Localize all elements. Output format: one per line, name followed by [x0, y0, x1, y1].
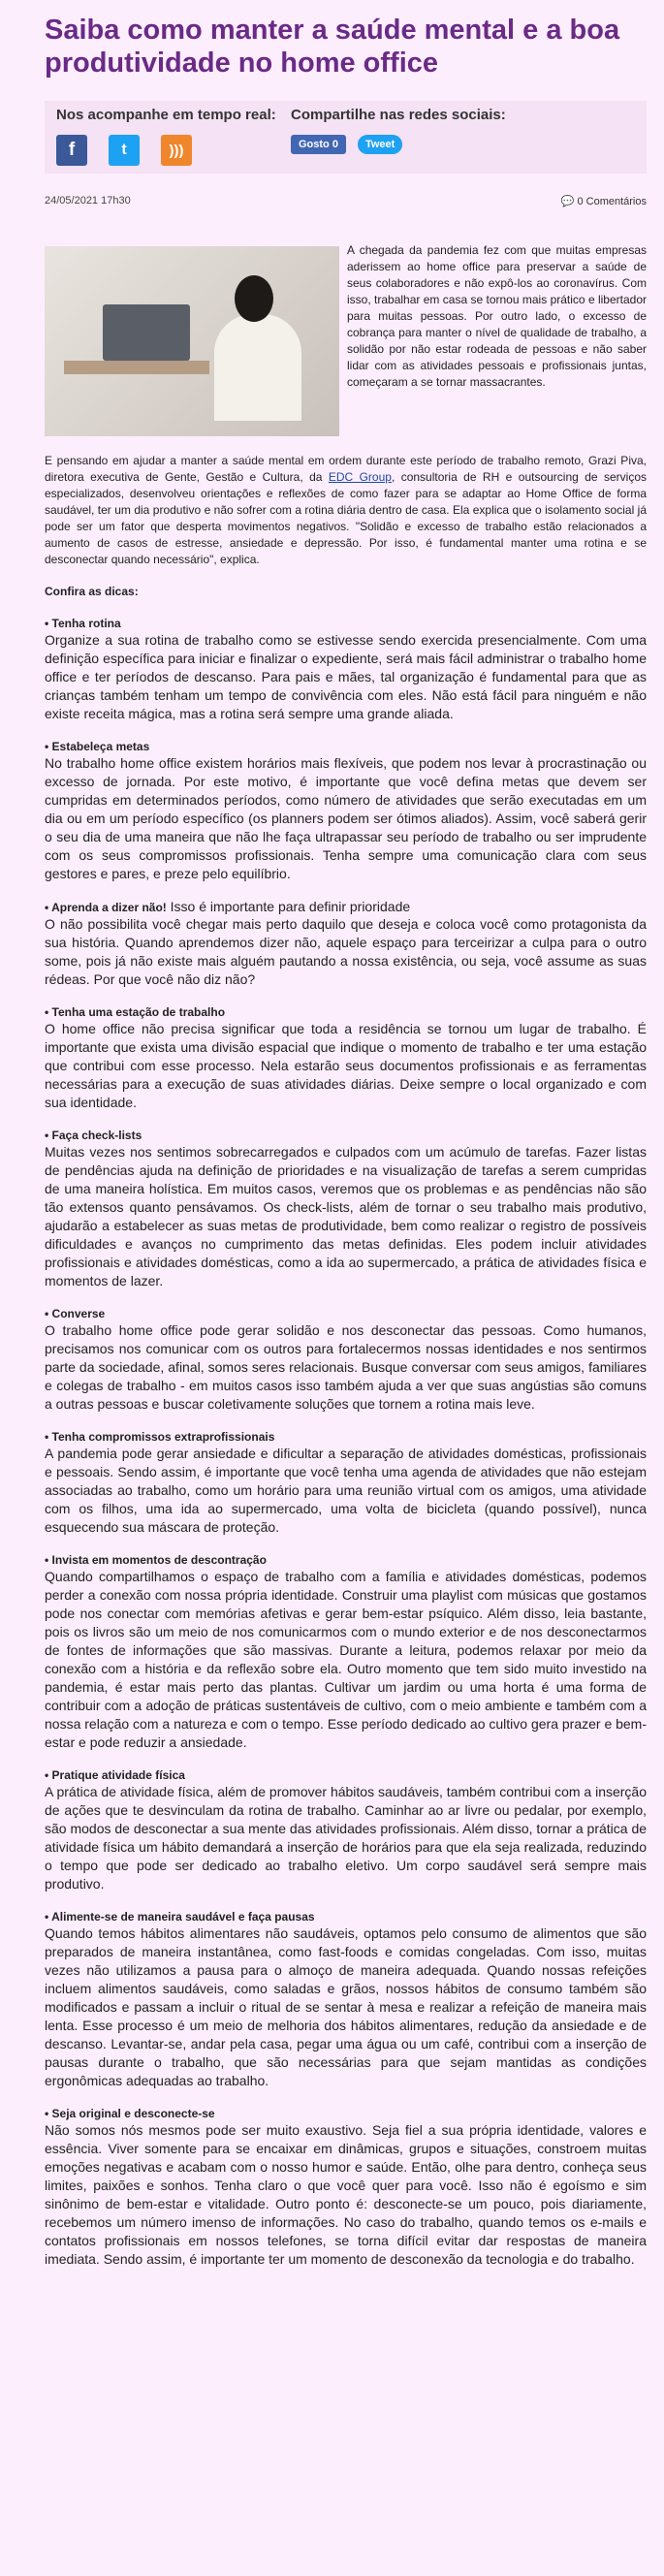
tip-title: [45, 740, 647, 754]
edc-group-link[interactable]: EDC Group: [328, 470, 392, 484]
tip-body: A pandemia pode gerar ansiedade e dificultar a separação de atividades domésticas, profissionais e pessoais. Sendo assim, é importante que você tenha uma agenda de atividades que não estejam associadas ao trabalho, como um horário para uma reunião virtual com os amigos, uma atividade com os filhos, uma ida ao supermercado, uma volta de bicicleta (quando possível), nunca esquecendo sua máscara de proteção.: [45, 1446, 647, 1535]
tip-item: [45, 2107, 647, 2269]
tip-body: Muitas vezes nos sentimos sobrecarregados e culpados com um acúmulo de tarefas. Fazer listas de pendências ajuda na definição de prioridades e na visualização de tarefas a serem cumpridas de uma maneira holística. Em muitos casos, veremos que os problemas e as pendências não são tão extensos quanto pensávamos. Os check-lists, além de tornar o seu trabalho mais produtivo, ajudarão a estabelecer as suas metas de produtividade, bem como realizar o registro de possíveis dificuldades e avanços no cumprimento das metas definidas. Eles podem incluir atividades profissionais e atividades domésticas, como a ida ao supermercado, a prática de atividades física e momentos de lazer.: [45, 1144, 647, 1288]
tweet-button[interactable]: Tweet: [358, 135, 402, 154]
tip-title-text: • Estabeleça metas: [45, 740, 150, 753]
tips-heading: Confira as dicas:: [45, 585, 139, 598]
share-section: [291, 107, 506, 166]
tip-body: Não somos nós mesmos pode ser muito exaustivo. Seja fiel a sua própria identidade, valores e essência. Viver somente para se encaixar em dinâmicas, grupos e situações, constroem muitas emoções negativas e acabam com o nosso humor e saúde. Então, olhe para dentro, conheça seus limites, paixões e sonhos. Tenha claro o que você quer para você. Isso não é egoísmo e sim sinônimo de bem-estar e vitalidade. Outro ponto é: desconecte-se um pouco, pois diariamente, recebemos um número imenso de informações. No caso do trabalho, quando temos os e-mails e contatos profissionais em nossos telefones, se torna difícil evitar dar respostas de maneira imediata. Sendo assim, é importante ter um momento de desconexão da tecnologia e do trabalho.: [45, 2122, 647, 2267]
tip-item: [45, 1768, 647, 1893]
tip-title-text: • Tenha uma estação de trabalho: [45, 1005, 226, 1019]
facebook-like-button[interactable]: Gosto 0: [291, 135, 346, 154]
tip-body: O não possibilita você chegar mais perto daquilo que deseja e coloca você como protagonista da sua história. Quando aprendemos dizer não, aquele espaço para terceirizar a culpa para o outro some, pois já não existe mais alguém pautando a nossa existência, ou seja, você assume as suas rédeas. Por que você não diz não?: [45, 916, 647, 987]
tip-title: [45, 617, 647, 631]
tip-title-text: • Invista em momentos de descontração: [45, 1553, 267, 1567]
tip-item: [45, 900, 647, 989]
article-photo: [45, 246, 339, 436]
tip-title-text: • Faça check-lists: [45, 1129, 142, 1142]
article-date: 24/05/2021 17h30: [45, 195, 131, 207]
tip-title-text: • Pratique atividade física: [45, 1768, 185, 1782]
tip-title: [45, 1768, 647, 1783]
tip-title: [45, 1005, 647, 1020]
comments-count: 0 Comentários: [577, 196, 647, 207]
tips-list: [45, 617, 647, 2269]
article-intro: [45, 243, 647, 436]
tip-title: [45, 1307, 647, 1321]
comments-link[interactable]: [561, 195, 647, 207]
tip-body: Organize a sua rotina de trabalho como se estivesse sendo exercida presencialmente. Com uma definição específica para iniciar e finalizar o expediente, será mais fácil administrar o trabalho home office e ter períodos de descanso. Para pais e mães, tal organização é fundamental para que as crianças também tenham um tempo de convivência com eles. Não está fácil para ninguém e não existe receita mágica, mas a rotina será sempre uma grande aliada.: [45, 632, 647, 721]
tip-body: A prática de atividade física, além de promover hábitos saudáveis, também contribui com a inserção de ações que te desvinculam da rotina de trabalho. Caminhar ao ar livre ou pedalar, por exemplo, são modos de desconectar a sua mente das atividades profissionais. Além disso, tornar a prática de atividade física um hábito demandará a inserção de horários para que ela seja realizada, reduzindo o tempo que pode ser dedicado ao trabalho eletivo. Um corpo saudável será sempre mais produtivo.: [45, 1784, 648, 1892]
tip-title-text: • Seja original e desconecte-se: [45, 2107, 215, 2120]
tip-item: [45, 1307, 647, 1414]
tip-item: [45, 1129, 647, 1290]
comment-icon: 💬: [560, 196, 575, 207]
tip-body: Quando compartilhamos o espaço de trabalho com a família e atividades domésticas, podemos perder a conexão com nossa própria identidade. Construir uma playlist com músicas que gostamos pode nos conectar com memórias afetivas e gerar bem-estar psíquico. Além disso, leia bastante, pois os livros são um meio de nos comunicarmos com o mundo exterior e de nos desconectarmos de fontes de informações que são massivas. Durante a leitura, podemos relaxar por meio da conexão com a história e da reflexão sobre ela. Outro momento que tem sido muito investido na pandemia, é estar mais perto das plantas. Cultivar um jardim ou uma horta é uma forma de contribuir com a adoção de práticas sustentáveis de cultivo, com o meio ambiente e também com a nossa relação com a natureza e com o tempo. Esse período dedicado ao cultivo gera prazer e bem-estar e pode reduzir a ansiedade.: [45, 1569, 648, 1750]
tip-item: [45, 1005, 647, 1112]
tip-item: [45, 1910, 647, 2090]
tip-title-text: • Converse: [45, 1307, 106, 1320]
tip-item: [45, 617, 647, 723]
p2-before: E pensando em ajudar a manter a saúde mental em ordem durante este período de trabalho remoto, Grazi Piva, diretora executiva de Gente, Gestão e Cultura, da: [45, 454, 647, 484]
tip-body: O home office não precisa significar que toda a residência se tornou um lugar de trabalho. É importante que exista uma divisão espacial que indique o momento de trabalho e ter uma estação que contribui com esse processo. Nela estarão seus documentos profissionais e as ferramentas necessárias para a execução de suas atividades diárias. Deixe sempre o local organizado e com sua identidade.: [45, 1021, 647, 1110]
tip-title: [45, 1129, 647, 1143]
tip-title: [45, 2107, 647, 2121]
tip-item: [45, 740, 647, 883]
desk-shape: [64, 361, 209, 374]
share-bar: [45, 101, 647, 174]
tip-body: Quando temos hábitos alimentares não saudáveis, optamos pelo consumo de alimentos que são preparados de maneira instantânea, como fast-foods e comidas congeladas. Com isso, muitas vezes não utilizamos a pausa para o almoço de maneira adequada. Quando nossas refeições incluem alimentos saudáveis, como saladas e grãos, nossos hábitos de consumo também são modificados e passam a incluir o ritual de se sentar à mesa e realizar a refeição de maneira mais lenta. Esse processo é um meio de melhoria dos hábitos alimentares, redução da ansiedade e de descanso. Levantar-se, andar pela casa, pegar uma água ou um café, contribui com a inserção de pausas durante o trabalho, que são necessárias para que sejam mantidas as condições ergonômicas adequadas ao trabalho.: [45, 1925, 647, 2088]
tip-title: [45, 1430, 647, 1445]
tip-title: [45, 1910, 647, 1924]
tip-title: [45, 900, 647, 915]
tip-item: [45, 1430, 647, 1537]
tip-title-text: • Alimente-se de maneira saudável e faça pausas: [45, 1910, 315, 1924]
person-body-shape: [214, 314, 301, 421]
tip-title-text: • Aprenda a dizer não!: [45, 901, 167, 914]
tip-subtitle: Isso é importante para definir prioridade: [166, 899, 411, 914]
person-head-shape: [235, 275, 273, 322]
p2-after: , consultoria de RH e outsourcing de serviços especializados, desenvolveu orientações e reflexões de como fazer para se adaptar ao Home Office de forma saudável, ter um dia produtivo e não sofrer com a rotina diária dentro de casa. Ela explica que o isolamento social já pode ser um fator que desperta movimentos negativos. "Solidão e excesso de trabalho estão relacionados a aumento de casos de estresse, ansiedade e depressão. Por isso, é fundamental manter uma rotina e se desconectar quando necessário", explica.: [45, 470, 648, 566]
rss-icon[interactable]: ))): [161, 135, 192, 166]
paragraph-2: [45, 453, 647, 568]
twitter-icon[interactable]: t: [109, 135, 140, 166]
article-meta: [45, 195, 647, 207]
article-title: Saiba como manter a saúde mental e a boa produtividade no home office: [45, 15, 620, 79]
follow-section: [56, 107, 291, 166]
tip-title: [45, 1553, 647, 1568]
laptop-shape: [103, 304, 190, 361]
tip-body: O trabalho home office pode gerar solidão e nos desconectar das pessoas. Como humanos, precisamos nos comunicar com os outros para fortalecermos nossas identidades e nos sentirmos parte da sociedade, afinal, somos seres relacionais. Busque conversar com seus amigos, familiares e colegas de trabalho - em muitos casos isso também ajuda a ver que suas angústias são comuns a outras pessoas e buscar coletivamente soluções que tornem a rotina mais leve.: [45, 1322, 647, 1412]
tip-title-text: • Tenha rotina: [45, 617, 121, 630]
share-label: Compartilhe nas redes sociais:: [291, 107, 506, 123]
tip-title-text: • Tenha compromissos extraprofissionais: [45, 1430, 275, 1444]
tip-item: [45, 1553, 647, 1752]
follow-label: Nos acompanhe em tempo real:: [56, 107, 276, 123]
intro-paragraph: A chegada da pandemia fez com que muitas empresas aderissem ao home office para preservar a saúde de seus colaboradores e não expô-los ao coronavírus. Com isso, trabalhar em casa se tornou mais prático e libertador para muitas pessoas. Por outro lado, o excesso de cobrança para manter o nível de qualidade de trabalho, a solidão por não estar rodeada de pessoas e não saber lidar com as atividades pessoais e profissionais juntas, começaram a se tornar massacrantes.: [347, 243, 647, 389]
tip-body: No trabalho home office existem horários mais flexíveis, que podem nos levar à procrastinação ou excesso de jornada. Por este motivo, é importante que você defina metas que devem ser cumpridas em determinados períodos, como número de atividades que serão executadas em um dia ou em um período específico (os planners podem ser ótimos aliados). Assim, você saberá gerir o seu dia de uma maneira que não lhe faça ultrapassar seu período de trabalho ou ser imprudente com os seus compromissos profissionais. Tenha sempre uma comunicação clara com seus gestores e pares, e preze pelo equilíbrio.: [45, 755, 647, 881]
facebook-icon[interactable]: f: [56, 135, 87, 166]
